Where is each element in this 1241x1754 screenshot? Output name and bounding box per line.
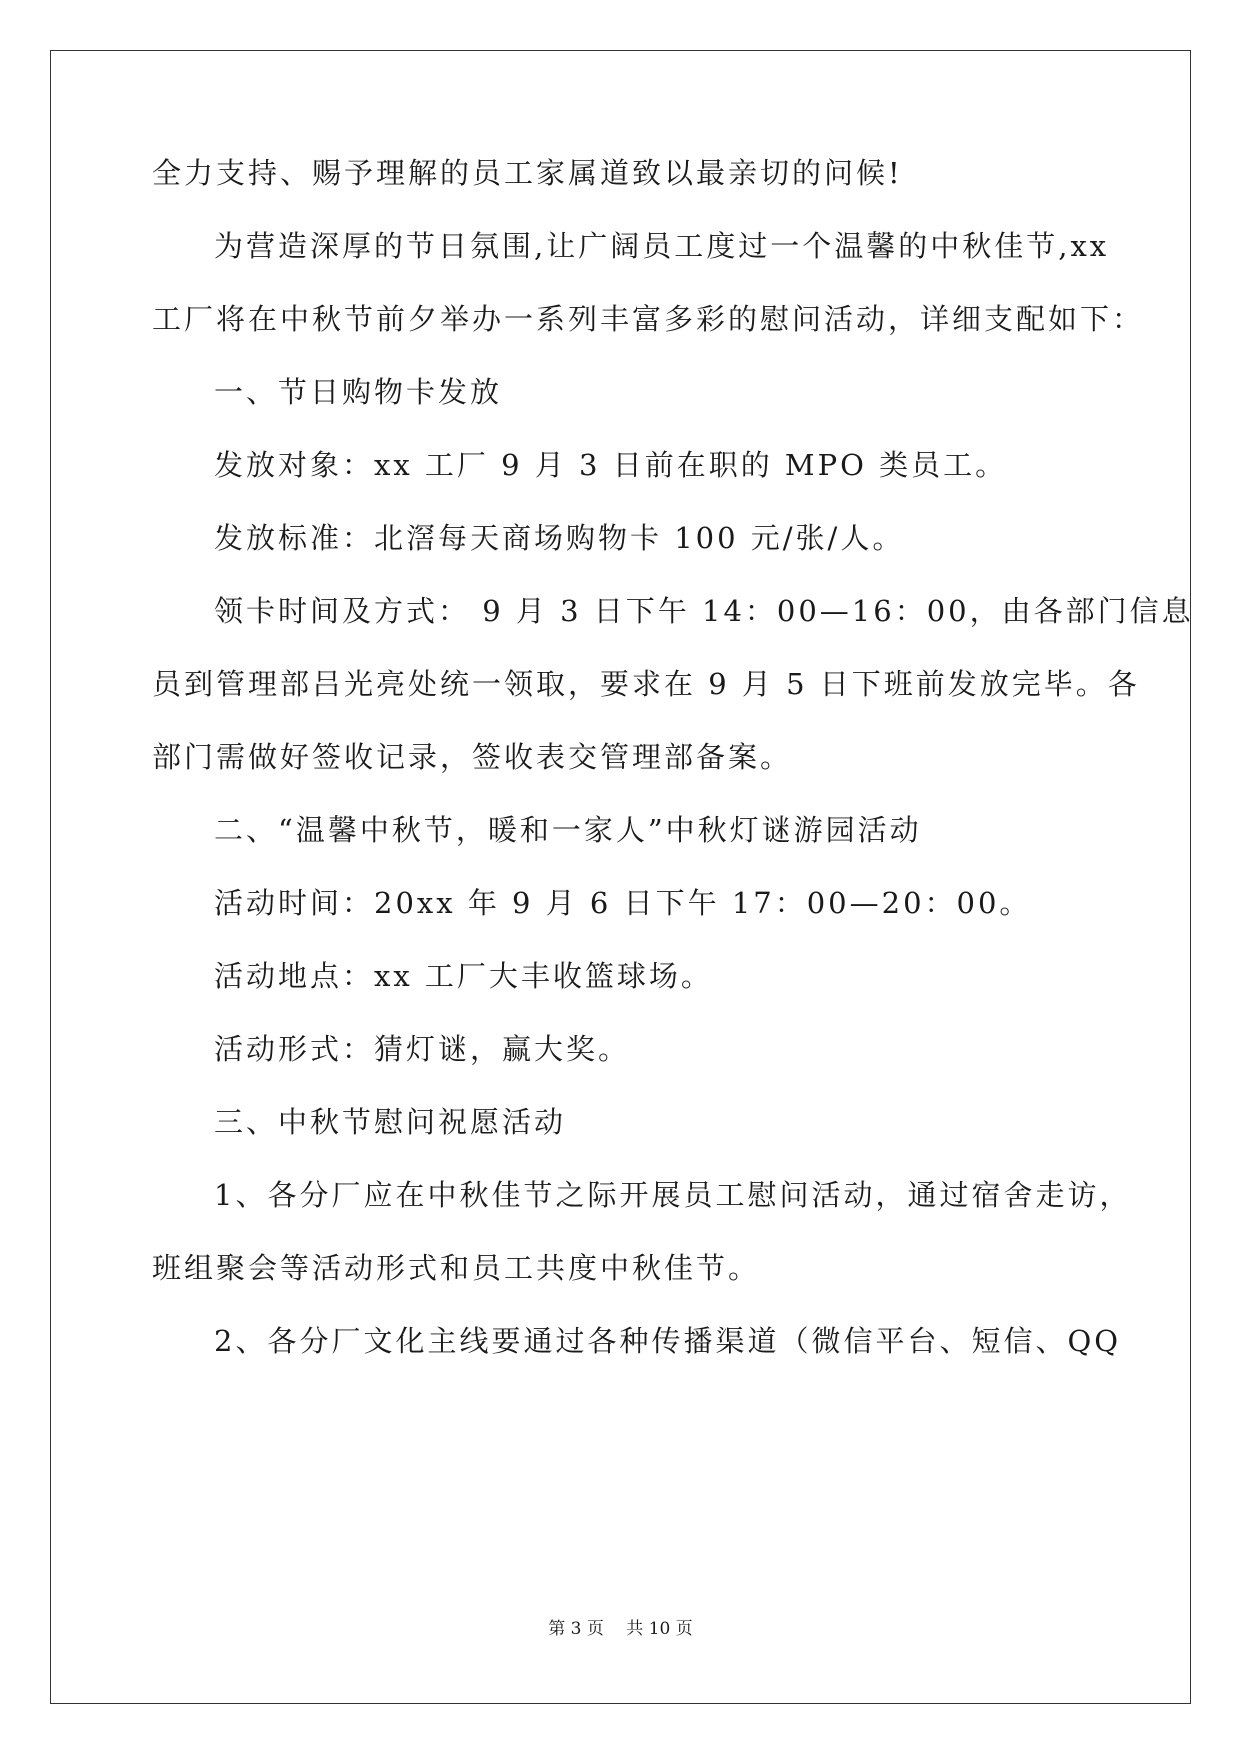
paragraph-line: 发放标准：北滘每天商场购物卡 100 元/张/人。 <box>214 521 905 555</box>
paragraph-line: 领卡时间及方式： 9 月 3 日下午 14：00—16：00，由各部门信息 <box>214 594 1194 628</box>
paragraph-line: 全力支持、赐予理解的员工家属道致以最亲切的问候! <box>152 156 903 190</box>
paragraph-line: 员到管理部吕光亮处统一领取，要求在 9 月 5 日下班前发放完毕。各 <box>152 667 1140 701</box>
paragraph-line: 活动时间：20xx 年 9 月 6 日下午 17：00—20：00。 <box>214 886 1032 920</box>
page-border <box>50 50 1191 1704</box>
paragraph-line: 活动地点：xx 工厂大丰收篮球场。 <box>214 959 713 993</box>
paragraph-line: 2、各分厂文化主线要通过各种传播渠道（微信平台、短信、QQ <box>214 1324 1122 1358</box>
section-heading: 三、中秋节慰问祝愿活动 <box>214 1105 567 1139</box>
section-heading: 二、“温馨中秋节，暖和一家人”中秋灯谜游园活动 <box>214 813 922 847</box>
paragraph-line: 发放对象：xx 工厂 9 月 3 日前在职的 MPO 类员工。 <box>214 448 1008 482</box>
section-heading: 一、节日购物卡发放 <box>214 375 503 409</box>
paragraph-line: 部门需做好签收记录，签收表交管理部备案。 <box>152 740 793 774</box>
paragraph-line: 工厂将在中秋节前夕举办一系列丰富多彩的慰问活动，详细支配如下： <box>152 302 1145 336</box>
page-number: 第 3 页 共 10 页 <box>548 1619 693 1639</box>
paragraph-line: 活动形式：猜灯谜，赢大奖。 <box>214 1032 631 1066</box>
paragraph-line: 班组聚会等活动形式和员工共度中秋佳节。 <box>152 1251 761 1285</box>
paragraph-line: 为营造深厚的节日氛围,让广阔员工度过一个温馨的中秋佳节,xx <box>214 229 1110 263</box>
paragraph-line: 1、各分厂应在中秋佳节之际开展员工慰问活动，通过宿舍走访， <box>214 1178 1132 1212</box>
